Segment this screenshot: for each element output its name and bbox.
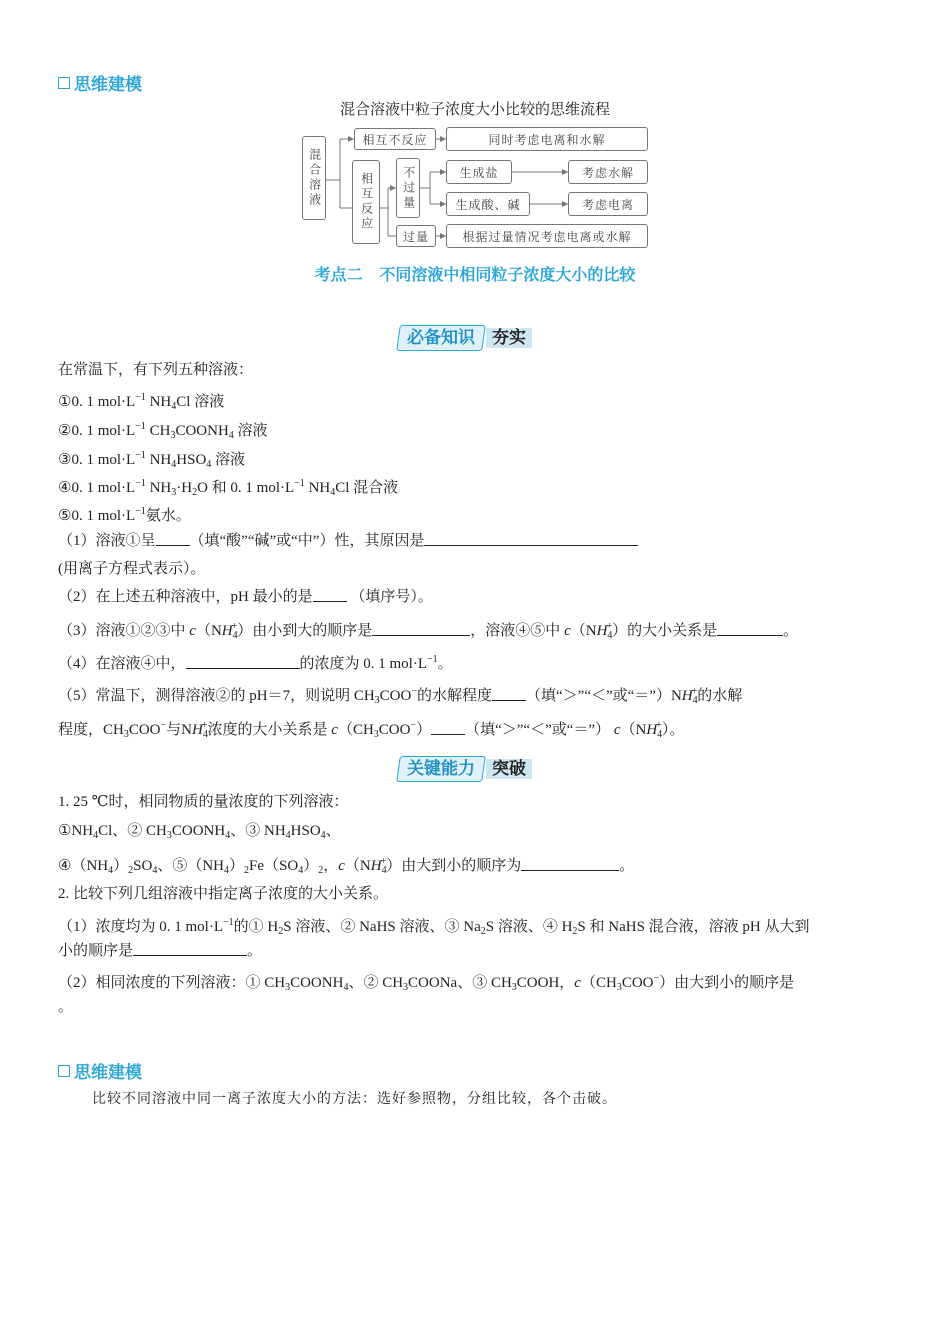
answer-blank[interactable] <box>186 654 300 669</box>
text: 由小到大的顺序是 <box>252 623 373 639</box>
method-summary: 比较不同溶液中同一离子浓度大小的方法：选好参照物，分组比较，各个击破。 <box>92 1091 617 1107</box>
answer-blank[interactable] <box>717 621 783 636</box>
flow-acid-base-result-box: 考虑电离 <box>568 192 648 216</box>
text: （2）在上述五种溶液中，pH 最小的是 <box>58 589 313 605</box>
problem-2-stem: 2. 比较下列几组溶液中指定离子浓度的大小关系。 <box>58 886 389 902</box>
flow-excess-box: 过量 <box>396 225 436 247</box>
text: （填“酸”“碱”或“中”）性，其原因是 <box>189 533 425 549</box>
text: ⑤0. 1 mol·L <box>58 508 136 524</box>
flow-excess-result-box: 根据过量情况考虑电离或水解 <box>446 224 648 248</box>
section-header-label: 思维建模 <box>74 1063 142 1083</box>
question-3: （3）溶液①②③中 $c(NH_4^+)$由小到大的顺序是 ，溶液④⑤中 $c(NH_4^+)$的大小关系是 。 <box>58 621 799 641</box>
text: （填序号）。 <box>346 589 433 605</box>
text: 由大到小的顺序为 <box>401 858 522 874</box>
text: （填“＞”“＜”或“＝”） <box>465 722 611 738</box>
knowledge-intro: 在常温下，有下列五种溶液： <box>58 362 254 378</box>
flow-no-react-result-box: 同时考虑电离和水解 <box>446 127 648 151</box>
answer-blank[interactable] <box>372 621 470 636</box>
solution-item-2: ②0. 1 $mol\cdot L^{-1}$ $CH_3COONH_4$ 溶液 <box>58 421 268 441</box>
flowchart <box>0 0 950 260</box>
answer-blank[interactable] <box>424 531 638 546</box>
flow-salt-box: 生成盐 <box>446 160 512 184</box>
text: （填“＞”“＜”或“＝”） <box>526 688 671 704</box>
problem-1-list-cont: $④(NH_4)_2SO_4$、$⑤(NH_4)_2Fe(SO_4)_2$，$c(NH_4^+)$由大到小的顺序为 。 <box>58 856 635 876</box>
text: 小的顺序是 <box>58 943 134 959</box>
text: （1）溶液①呈 <box>58 533 156 549</box>
answer-blank[interactable] <box>156 531 190 546</box>
banner-ability <box>398 756 532 782</box>
flowchart-title: 混合溶液中粒子浓度大小比较的思维流程 <box>339 100 610 118</box>
solution-item-1: ①0. 1 $mol\cdot L^{-1}$ $NH_4Cl$ 溶液 <box>58 392 225 412</box>
banner-blue-text: 必备知识 <box>407 328 475 348</box>
text: 的大小关系是 <box>627 623 718 639</box>
problem-2-part-1-cont: 小的顺序是 。 <box>58 943 263 959</box>
flow-acid-base-box: 生成酸、碱 <box>446 192 530 216</box>
solution-item-4: ④0. 1 $mol\cdot L^{-1}$ $NH_3\cdot H_2O$ 和 0. 1 $mol\cdot L^{-1}$ $NH_4Cl$ 混合液 <box>58 478 399 498</box>
text: 的浓度为 0. 1 mol·L <box>299 656 428 672</box>
banner-blue-text: 关键能力 <box>407 759 475 779</box>
flow-salt-result-box: 考虑水解 <box>568 160 648 184</box>
answer-blank[interactable] <box>431 720 465 735</box>
answer-blank[interactable] <box>133 941 247 956</box>
text: ①0. 1 mol·L <box>58 394 136 410</box>
banner-rest-label: 夯实 <box>486 328 532 348</box>
text: 与 <box>166 722 182 738</box>
flow-root-box: 混合溶液 <box>302 136 326 220</box>
banner-knowledge <box>398 325 532 351</box>
question-5: （5）常温下，测得溶液②的 pH＝7，则说明 $CH_3COO^-$的水解程度 （填“＞”“＜”或“$=”)NH_4^+$的水解 <box>58 686 743 706</box>
text: 的水解 <box>697 688 743 704</box>
banner-blue-label <box>396 325 486 351</box>
answer-blank[interactable] <box>492 686 526 701</box>
banner-blue-label <box>396 756 486 782</box>
answer-blank[interactable] <box>313 587 347 602</box>
flow-not-excess-box: 不过量 <box>396 158 420 218</box>
problem-1-list: $①NH_4Cl$、② $CH_3COONH_4$、③ $NH_4HSO_4$、 <box>58 823 341 841</box>
question-2 <box>58 587 433 607</box>
section-header-label: 思维建模 <box>74 75 142 95</box>
text: （2）相同浓度的下列溶液：① CH <box>58 975 286 991</box>
question-5-cont: 程度，$CH_3COO^-$与$NH_4^+$浓度的大小关系是 $c(CH_3COO^-)$ （填“＞”“＜”或“＝”） $c(NH_4^+)$。 <box>58 720 685 740</box>
checkbox-square-icon <box>58 1065 70 1077</box>
question-1-cont: (用离子方程式表示）。 <box>58 561 206 577</box>
answer-blank[interactable] <box>521 856 619 871</box>
topic-heading: 考点二 不同溶液中相同粒子浓度大小的比较 <box>314 265 636 284</box>
section-header-modeling-2 <box>58 1058 142 1083</box>
problem-2-part-2-cont: 。 <box>58 999 74 1015</box>
question-4: （4）在溶液④中， 的浓度为 0. 1 $mol\cdot L^{-1}$。 <box>58 654 453 672</box>
text: （1）浓度均为 0. 1 mol·L <box>58 919 223 935</box>
text: （5）常温下，测得溶液②的 pH＝7，则说明 CH <box>58 688 375 704</box>
solution-item-3: ③0. 1 $mol\cdot L^{-1}$ $NH_4HSO_4$ 溶液 <box>58 450 246 470</box>
solution-item-5: ⑤0. 1 $mol\cdot L^{-1}$氨水。 <box>58 506 191 524</box>
flow-no-react-box: 相互不反应 <box>354 128 436 150</box>
text: 浓度的大小关系是 <box>207 722 328 738</box>
text: （3）溶液①②③中 <box>58 623 186 639</box>
text: 程度，CH <box>58 722 124 738</box>
text: （4）在溶液④中， <box>58 656 186 672</box>
text: ④（NH <box>58 858 109 874</box>
problem-2-part-1: （1）浓度均为 0. 1 $mol\cdot L^{-1}$的① $H_2S$ 溶液、② NaHS 溶液、③ $Na_2S$ 溶液、④ $H_2S$ 和 NaHS 混合液，溶液 pH 从大到 <box>58 917 810 937</box>
question-1 <box>58 531 638 551</box>
text: 的水解程度 <box>416 688 492 704</box>
text: ，溶液④⑤中 <box>470 623 561 639</box>
text: ②0. 1 mol·L <box>58 423 136 439</box>
problem-1-stem: 1. 25 ℃时，相同物质的量浓度的下列溶液： <box>58 794 349 810</box>
banner-rest-label: 突破 <box>486 759 532 779</box>
text: ①NH <box>58 823 94 839</box>
flow-react-box: 相互反应 <box>352 160 380 244</box>
text: ④0. 1 mol·L <box>58 480 136 496</box>
problem-2-part-2: （2）相同浓度的下列溶液：① $CH_3COONH_4$、② $CH_3COONa$、③ $CH_3COOH$，$c(CH_3COO^-)$由大到小的顺序是 <box>58 973 795 993</box>
text: ③0. 1 mol·L <box>58 452 136 468</box>
